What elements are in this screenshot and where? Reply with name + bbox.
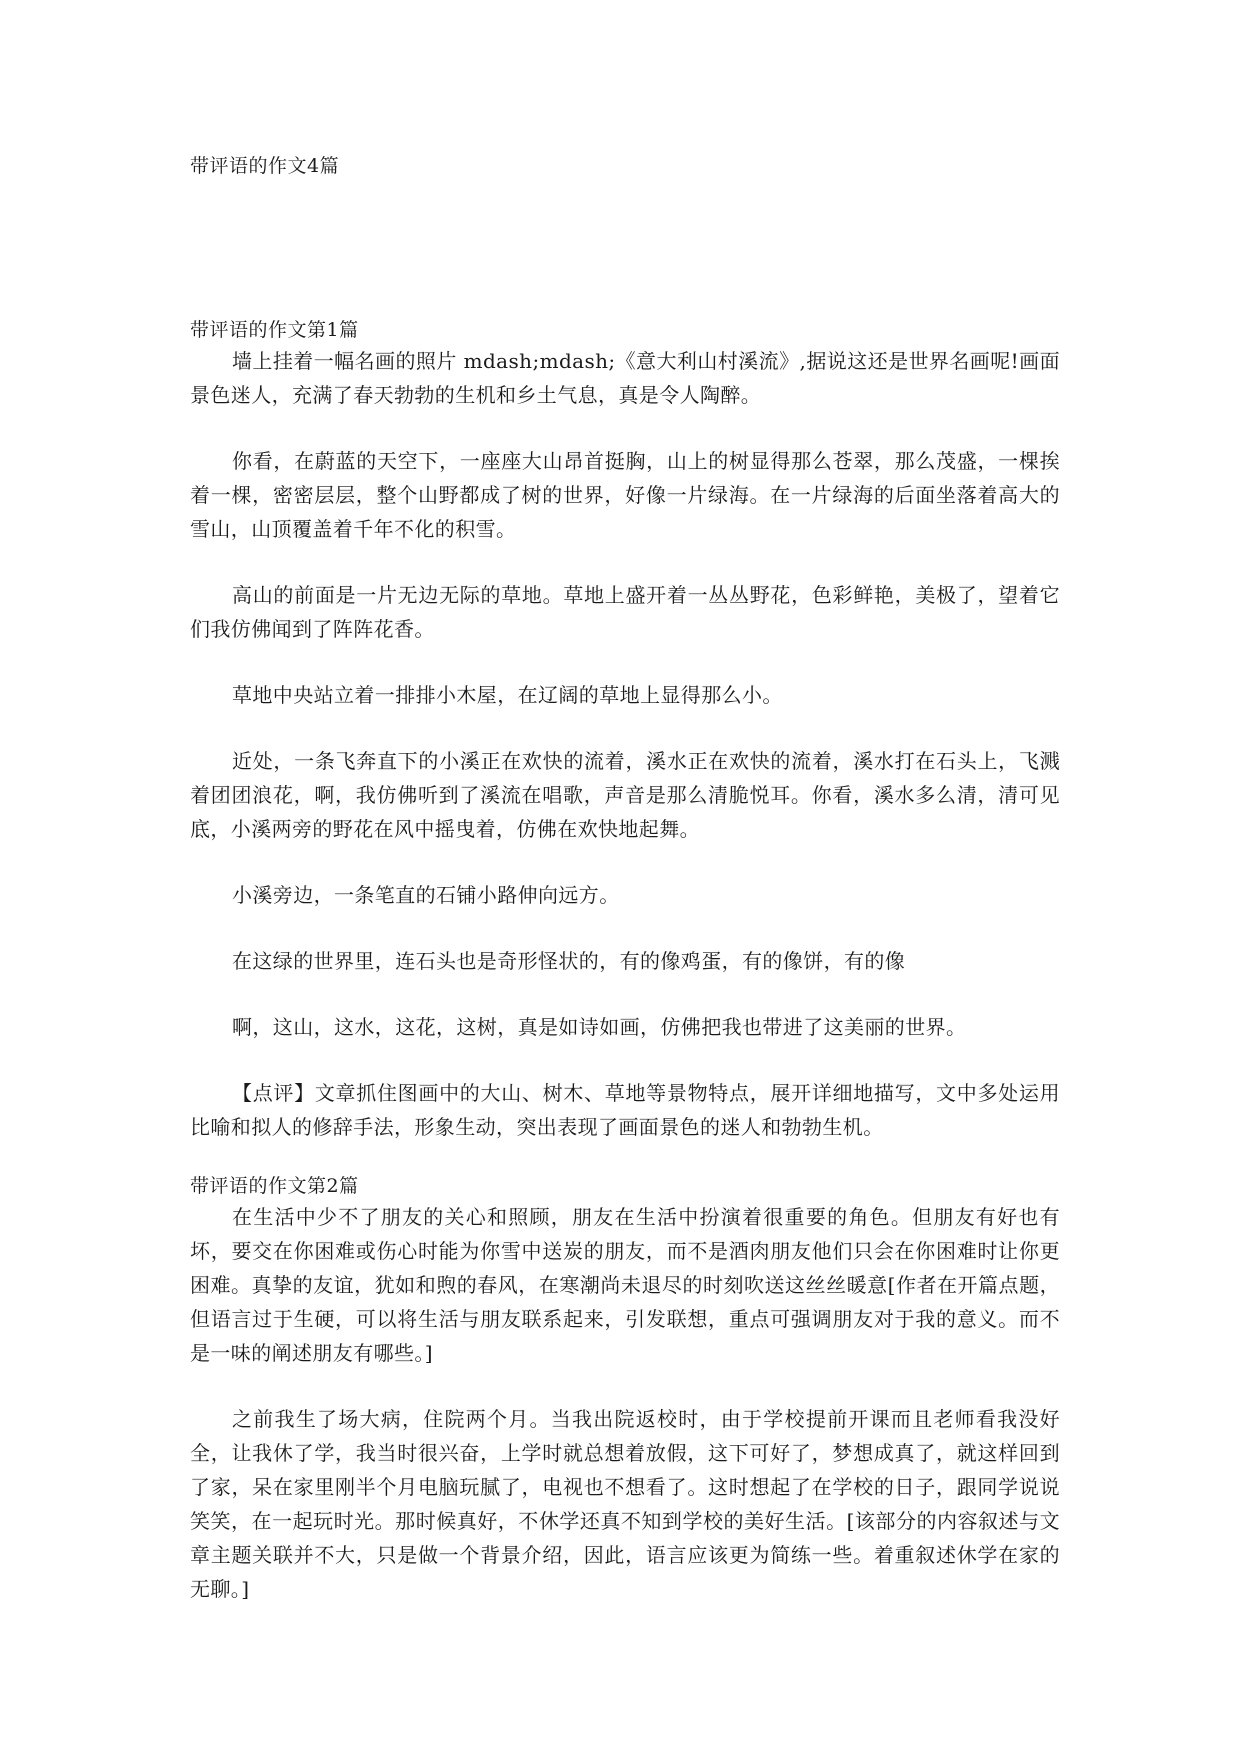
paragraph: 之前我生了场大病，住院两个月。当我出院返校时，由于学校提前开课而且老师看我没好全，让我休了学，我当时很兴奋，上学时就总想着放假，这下可好了，梦想成真了，就这样回到了家，呆在家里刚半个月电脑玩腻了，电视也不想看了。这时想起了在学校的日子，跟同学说说笑笑，在一起玩时光。那时候真好，不休学还真不知到学校的美好生活。[该部分的内容叙述与文章主题关联并不大，只是做一个背景介绍，因此，语言应该更为简练一些。着重叙述休学在家的无聊。]: [190, 1407, 1060, 1601]
paragraph: 墙上挂着一幅名画的照片 mdash;mdash;《意大利山村溪流》,据说这还是世界名画呢!画面景色迷人，充满了春天勃勃的生机和乡土气息，真是令人陶醉。: [190, 349, 1060, 407]
paragraph: 近处，一条飞奔直下的小溪正在欢快的流着，溪水正在欢快的流着，溪水打在石头上，飞溅着团团浪花，啊，我仿佛听到了溪流在唱歌，声音是那么清脆悦耳。你看，溪水多么清，清可见底，小溪两旁的野花在风中摇曳着，仿佛在欢快地起舞。: [190, 749, 1060, 841]
paragraph: 小溪旁边，一条笔直的石铺小路伸向远方。: [232, 883, 620, 907]
paragraph: 你看，在蔚蓝的天空下，一座座大山昂首挺胸，山上的树显得那么苍翠，那么茂盛，一棵挨着一棵，密密层层，整个山野都成了树的世界，好像一片绿海。在一片绿海的后面坐落着高大的雪山，山顶覆盖着千年不化的积雪。: [190, 449, 1060, 541]
essay-section-2: [190, 1172, 1060, 1606]
section-heading: 带评语的作文第2篇: [190, 1175, 359, 1197]
paragraph: 高山的前面是一片无边无际的草地。草地上盛开着一丛丛野花，色彩鲜艳，美极了，望着它们我仿佛闻到了阵阵花香。: [190, 583, 1060, 641]
document-title: 带评语的作文4篇: [190, 155, 340, 177]
paragraph: 在这绿的世界里，连石头也是奇形怪状的，有的像鸡蛋，有的像饼，有的像: [232, 949, 906, 973]
essay-section-1: [190, 316, 1060, 1144]
paragraph: 草地中央站立着一排排小木屋，在辽阔的草地上显得那么小。: [232, 683, 783, 707]
section-heading: 带评语的作文第1篇: [190, 319, 359, 341]
paragraph: 啊，这山，这水，这花，这树，真是如诗如画，仿佛把我也带进了这美丽的世界。: [232, 1015, 967, 1039]
review-paragraph: 【点评】文章抓住图画中的大山、树木、草地等景物特点，展开详细地描写，文中多处运用比喻和拟人的修辞手法，形象生动，突出表现了画面景色的迷人和勃勃生机。: [190, 1081, 1060, 1139]
paragraph: 在生活中少不了朋友的关心和照顾，朋友在生活中扮演着很重要的角色。但朋友有好也有坏，要交在你困难或伤心时能为你雪中送炭的朋友，而不是酒肉朋友他们只会在你困难时让你更困难。真挚的友谊，犹如和煦的春风，在寒潮尚未退尽的时刻吹送这丝丝暖意[作者在开篇点题，但语言过于生硬，可以将生活与朋友联系起来，引发联想，重点可强调朋友对于我的意义。而不是一味的阐述朋友有哪些。]: [190, 1205, 1060, 1365]
document-body: [190, 316, 1060, 1638]
